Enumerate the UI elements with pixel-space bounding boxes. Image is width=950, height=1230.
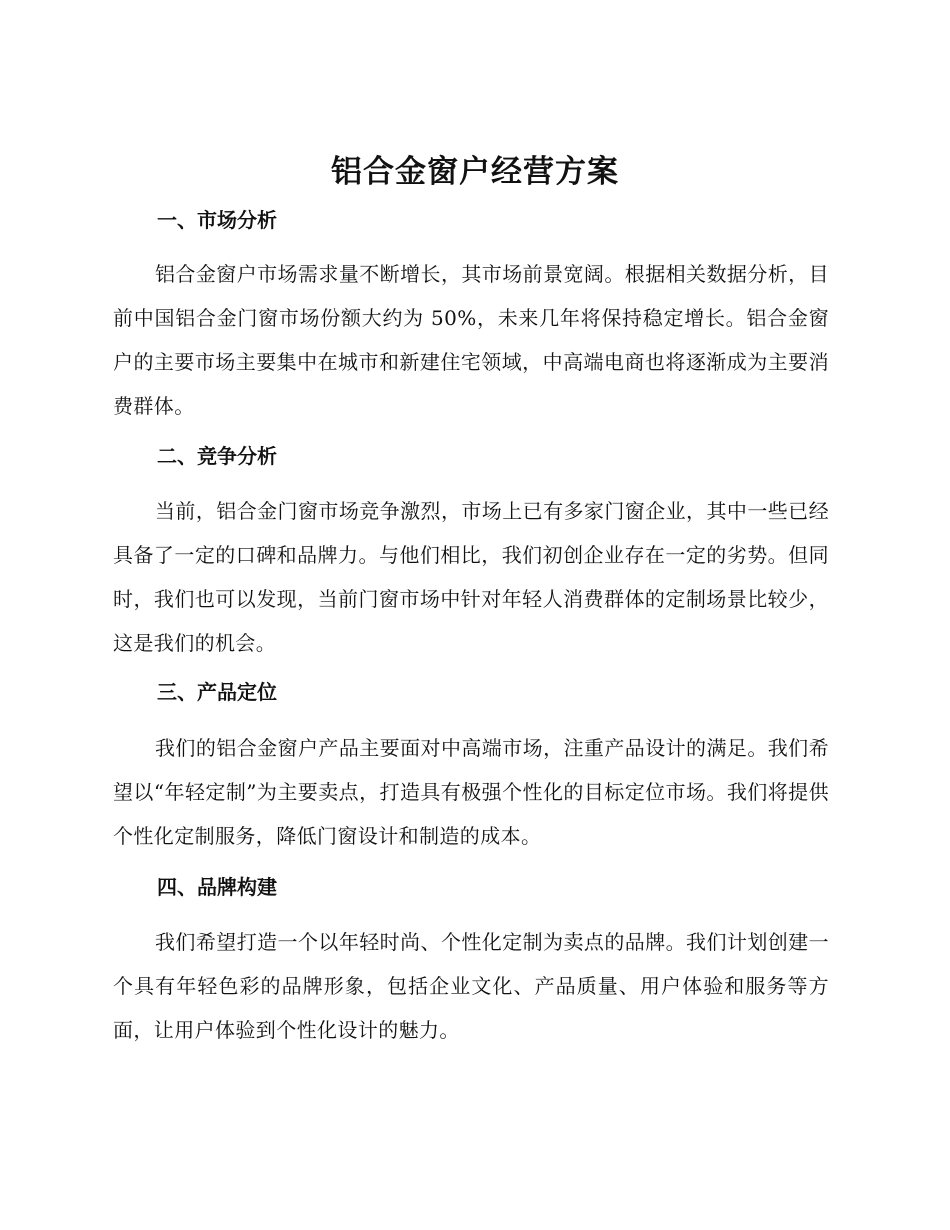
document-title: 铝合金窗户经营方案: [331, 154, 619, 190]
section-paragraph-brand-building: 我们希望打造一个以年轻时尚、个性化定制为卖点的品牌。我们计划创建一个具有年轻色彩的品牌形象，包括企业文化、产品质量、用户体验和服务等方面，让用户体验到个性化设计的魅力。: [113, 930, 829, 1042]
section-heading-competition-analysis: 二、竞争分析: [157, 444, 277, 468]
section-heading-product-positioning: 三、产品定位: [157, 680, 277, 704]
section-heading-market-analysis: 一、市场分析: [157, 208, 277, 232]
section-paragraph-competition-analysis: 当前，铝合金门窗市场竞争激烈，市场上已有多家门窗企业，其中一些已经具备了一定的口碑和品牌力。与他们相比，我们初创企业存在一定的劣势。但同时，我们也可以发现，当前门窗市场中针对年轻人消费群体的定制场景比较少，这是我们的机会。: [113, 499, 829, 655]
section-paragraph-product-positioning: 我们的铝合金窗户产品主要面对中高端市场，注重产品设计的满足。我们希望以“年轻定制”为主要卖点，打造具有极强个性化的目标定位市场。我们将提供个性化定制服务，降低门窗设计和制造的成本。: [113, 736, 829, 848]
section-paragraph-market-analysis: 铝合金窗户市场需求量不断增长，其市场前景宽阔。根据相关数据分析，目前中国铝合金门窗市场份额大约为 50%，未来几年将保持稳定增长。铝合金窗户的主要市场主要集中在城市和新建住宅领域，中高端电商也将逐渐成为主要消费群体。: [113, 262, 829, 418]
section-heading-brand-building: 四、品牌构建: [157, 875, 277, 899]
